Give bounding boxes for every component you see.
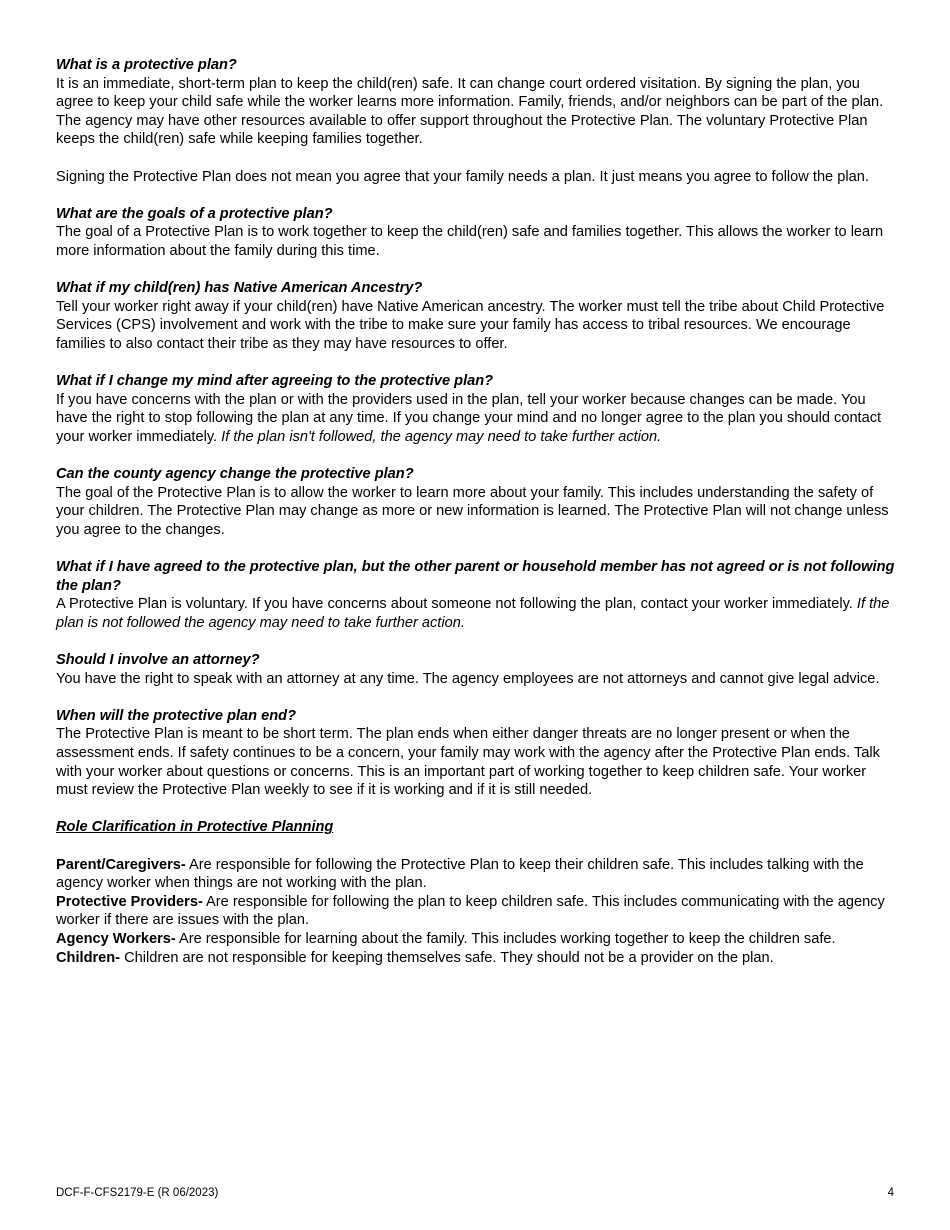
role-clarification-heading: Role Clarification in Protective Planning bbox=[56, 819, 334, 836]
section-native-american-ancestry bbox=[56, 279, 896, 353]
role-description: Are responsible for following the plan to keep children safe. This includes communicating with the agency worker if there are issues with the plan. bbox=[56, 893, 885, 929]
role-item-protective-providers bbox=[56, 893, 896, 930]
section-heading: What is a protective plan? bbox=[56, 57, 237, 73]
section-heading: Should I involve an attorney? bbox=[56, 652, 260, 668]
section-heading: When will the protective plan end? bbox=[56, 707, 297, 724]
section-plan-end bbox=[56, 707, 896, 800]
paragraph-text: The goal of a Protective Plan is to work together to keep the child(ren) safe and families together. This allows the worker to learn more information about the family during this time. bbox=[56, 224, 884, 259]
section-agency-change-plan bbox=[56, 465, 896, 539]
role-term: Agency Workers- bbox=[56, 930, 176, 947]
role-item-parent-caregivers bbox=[56, 856, 896, 893]
section-paragraph bbox=[56, 725, 896, 799]
paragraph-text: The Protective Plan is meant to be short term. The plan ends when either danger threats are no longer present or when the assessment ends. If safety continues to be a concern, your family may work with the agency after the Protective Plan ends. Talk with your worker about questions or concerns. This is an important part of working together to keep children safe. Your worker must review the Protective Plan weekly to see if it is working and if it is still needed. bbox=[56, 726, 880, 799]
section-paragraph bbox=[56, 391, 896, 447]
role-term: Children- bbox=[56, 949, 121, 966]
section-what-is-protective-plan bbox=[56, 56, 896, 186]
paragraph-italic-note: If the plan is not followed the agency may need to take further action. bbox=[56, 596, 890, 631]
section-paragraph bbox=[56, 298, 896, 354]
section-change-my-mind bbox=[56, 372, 896, 446]
section-heading: What if I have agreed to the protective plan, but the other parent or household member has not agreed or is not following the plan? bbox=[56, 559, 895, 594]
paragraph-text: The goal of the Protective Plan is to allow the worker to learn more about your family. This includes understanding the safety of your children. The Protective Plan may change as more or new information is learned. The Protective Plan will not change unless you agree to the changes. bbox=[56, 484, 889, 538]
role-term: Parent/Caregivers- bbox=[56, 856, 186, 873]
section-paragraph bbox=[56, 595, 896, 632]
document-body bbox=[56, 56, 896, 967]
section-heading: Can the county agency change the protective plan? bbox=[56, 466, 414, 483]
role-description: Children are not responsible for keeping themselves safe. They should not be a provider on the plan. bbox=[120, 949, 774, 966]
form-id: DCF-F-CFS2179-E (R 06/2023) bbox=[56, 1187, 219, 1199]
section-heading: What if my child(ren) has Native American Ancestry? bbox=[56, 280, 423, 297]
section-attorney bbox=[56, 651, 896, 688]
paragraph-text: It is an immediate, short-term plan to keep the child(ren) safe. It can change court ordered visitation. By signing the plan, you agree to keep your child safe while the worker learns more information. Family, friends, and/or neighbors can be part of the plan. The agency may have other resources available to offer support throughout the Protective Plan. The voluntary Protective Plan keeps the child(ren) safe while keeping families together. bbox=[56, 75, 884, 148]
paragraph-text: If you have concerns with the plan or with the providers used in the plan, tell your worker because changes can be made. You have the right to stop following the plan at any time. If you change your mind and no longer agree to the plan you should contact your worker immediately. bbox=[56, 391, 882, 445]
paragraph-text: You have the right to speak with an attorney at any time. The agency employees are not attorneys and cannot give legal advice. bbox=[56, 670, 880, 687]
section-paragraph bbox=[56, 168, 896, 187]
section-paragraph bbox=[56, 223, 896, 260]
section-paragraph bbox=[56, 75, 896, 149]
section-paragraph bbox=[56, 484, 896, 540]
role-clarification bbox=[56, 818, 896, 967]
paragraph-text: Tell your worker right away if your child(ren) have Native American ancestry. The worker must tell the tribe about Child Protective Services (CPS) involvement and work with the tribe to make sure your family has access to tribal resources. We encourage families to also contact their tribe as they may have resources to offer. bbox=[56, 298, 885, 352]
role-description: Are responsible for learning about the family. This includes working together to keep the children safe. bbox=[175, 930, 836, 947]
section-other-parent-not-agreed bbox=[56, 558, 896, 632]
section-heading: What if I change my mind after agreeing to the protective plan? bbox=[56, 373, 494, 390]
section-heading: What are the goals of a protective plan? bbox=[56, 205, 333, 222]
paragraph-italic-note: If the plan isn't followed, the agency may need to take further action. bbox=[221, 428, 662, 445]
paragraph-text: Signing the Protective Plan does not mean you agree that your family needs a plan. It just means you agree to follow the plan. bbox=[56, 168, 869, 185]
page-number: 4 bbox=[887, 1187, 894, 1199]
role-description: Are responsible for following the Protective Plan to keep their children safe. This includes talking with the agency worker when things are not working with the plan. bbox=[56, 856, 864, 892]
role-item-agency-workers bbox=[56, 930, 896, 949]
paragraph-text: A Protective Plan is voluntary. If you have concerns about someone not following the plan, contact your worker immediately. bbox=[56, 596, 857, 613]
role-term: Protective Providers- bbox=[56, 893, 203, 910]
section-paragraph bbox=[56, 670, 896, 689]
section-goals bbox=[56, 205, 896, 261]
role-item-children bbox=[56, 949, 896, 968]
